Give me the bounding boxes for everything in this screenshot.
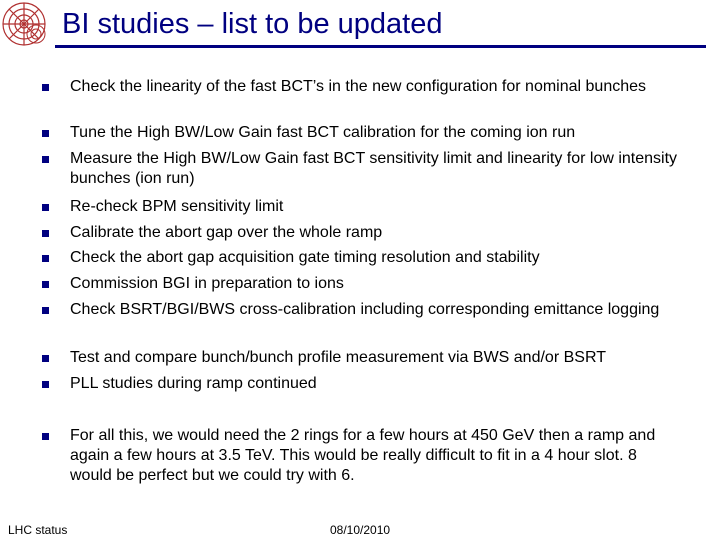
list-item: Test and compare bunch/bunch profile measurement via BWS and/or BSRT bbox=[70, 349, 606, 366]
title-underline bbox=[55, 45, 706, 48]
square-bullet-icon bbox=[42, 307, 49, 314]
square-bullet-icon bbox=[42, 230, 49, 237]
closing-list-item: For all this, we would need the 2 rings for a few hours at 450 GeV then a ramp and again a few hours at 3.5 TeV. This would be really difficult to fit in a 4 hour slot. 8 would be perfect but we could try with 6. bbox=[70, 427, 656, 484]
footer-date: 08/10/2010 bbox=[330, 523, 391, 537]
list-item: Check the linearity of the fast BCT’s in the new configuration for nominal bunches bbox=[70, 78, 647, 95]
square-bullet-icon bbox=[42, 84, 49, 91]
page-title: BI studies – list to be updated bbox=[62, 8, 443, 40]
list-item: Check the abort gap acquisition gate timing resolution and stability bbox=[70, 249, 540, 266]
list-item: PLL studies during ramp continued bbox=[70, 375, 317, 392]
square-bullet-icon bbox=[42, 281, 49, 288]
list-item: Tune the High BW/Low Gain fast BCT calibration for the coming ion run bbox=[70, 124, 576, 141]
square-bullet-icon bbox=[42, 381, 49, 388]
square-bullet-icon bbox=[42, 156, 49, 163]
cern-logo-icon bbox=[0, 0, 52, 50]
square-bullet-icon bbox=[42, 433, 49, 440]
list-item: Re-check BPM sensitivity limit bbox=[70, 198, 284, 215]
list-item: Measure the High BW/Low Gain fast BCT sensitivity limit and linearity for low intensity bunches (ion run) bbox=[70, 150, 678, 187]
list-item: Commission BGI in preparation to ions bbox=[70, 275, 344, 292]
square-bullet-icon bbox=[42, 204, 49, 211]
footer-label: LHC status bbox=[8, 523, 68, 537]
square-bullet-icon bbox=[42, 130, 49, 137]
list-item: Calibrate the abort gap over the whole ramp bbox=[70, 224, 383, 241]
square-bullet-icon bbox=[42, 355, 49, 362]
list-item: Check BSRT/BGI/BWS cross-calibration including corresponding emittance logging bbox=[70, 301, 660, 318]
square-bullet-icon bbox=[42, 255, 49, 262]
